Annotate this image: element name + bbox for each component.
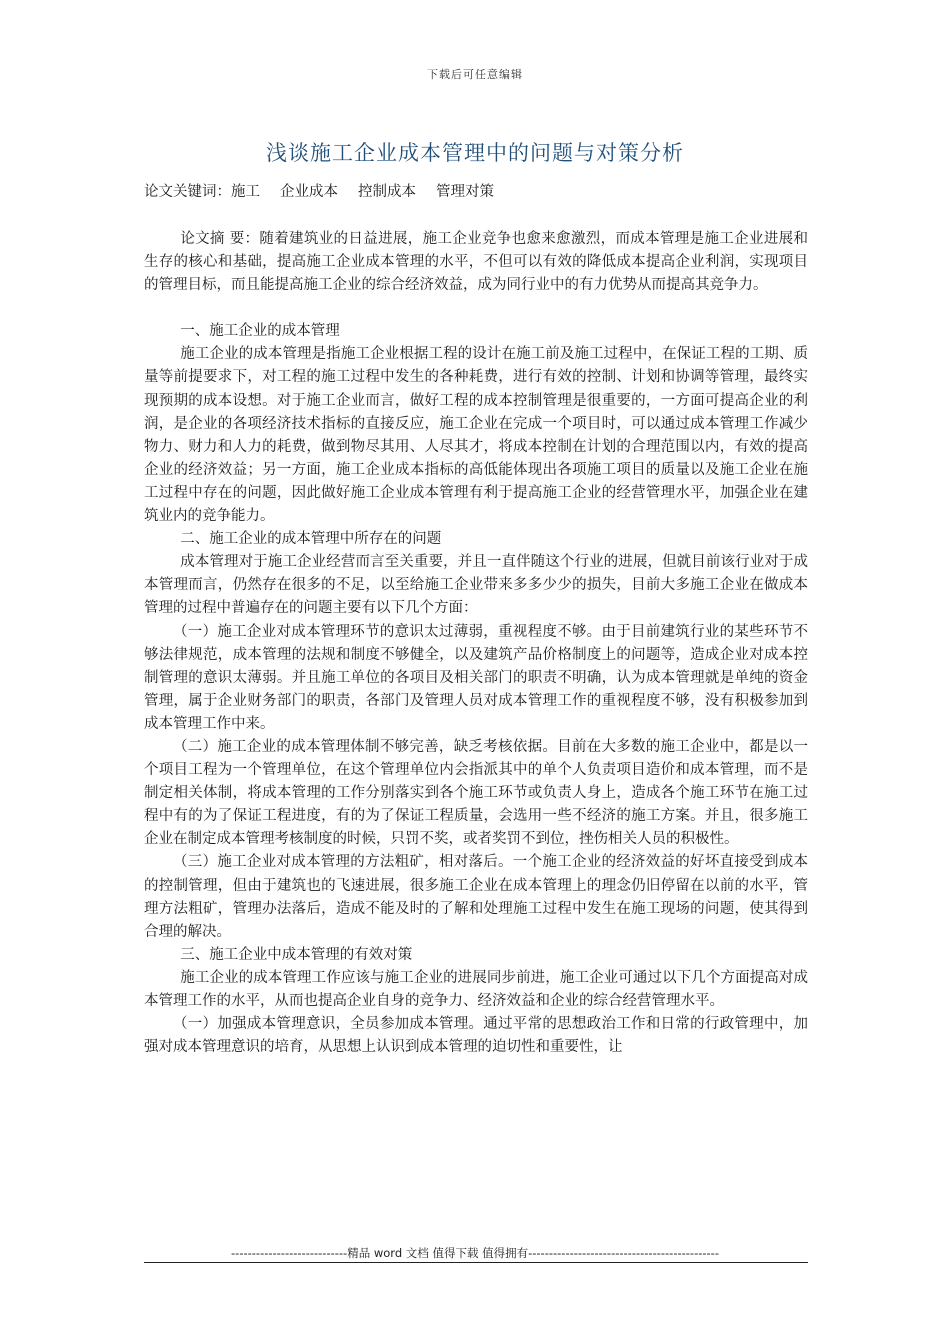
body-paragraph: （三）施工企业对成本管理的方法粗矿，相对落后。一个施工企业的经济效益的好坏直接受到成本的控制管理，但由于建筑也的飞速进展，很多施工企业在成本管理上的理念仍旧停留在以前的水平，管理方法粗矿，管理办法落后，造成不能及时的了解和处理施工过程中发生在施工现场的问题，使其得到合理的解决。 bbox=[144, 854, 808, 940]
body-paragraph: 施工企业的成本管理工作应该与施工企业的进展同步前进，施工企业可通过以下几个方面提高对成本管理工作的水平，从而也提高企业自身的竞争力、经济效益和企业的综合经营管理水平。 bbox=[144, 969, 808, 1009]
keyword: 企业成本 bbox=[280, 184, 338, 200]
footer-text: ----------------------------精品 word 文档 值得下载 值得拥有---------------------------------------------- bbox=[231, 1246, 719, 1260]
section-heading: 二、施工企业的成本管理中所存在的问题 bbox=[180, 531, 442, 548]
section-heading: 三、施工企业中成本管理的有效对策 bbox=[180, 946, 413, 963]
body-paragraph: （一）加强成本管理意识，全员参加成本管理。通过平常的思想政治工作和日常的行政管理中，加强对成本管理意识的培育，从思想上认识到成本管理的迫切性和重要性，让 bbox=[144, 1016, 808, 1056]
document-title: 浅谈施工企业成本管理中的问题与对策分析 bbox=[266, 141, 684, 165]
keyword: 施工 bbox=[231, 184, 260, 200]
abstract-paragraph: 论文摘 要：随着建筑业的日益进展，施工企业竞争也愈来愈激烈，而成本管理是施工企业进展和生存的核心和基础，提高施工企业成本管理的水平，不但可以有效的降低成本提高企业利润，实现项目的管理目标，而且能提高施工企业的综合经济效益，成为同行业中的有力优势从而提高其竞争力。 bbox=[144, 231, 808, 294]
keyword: 管理对策 bbox=[436, 184, 494, 200]
footer-divider bbox=[144, 1262, 808, 1263]
body-paragraph: （二）施工企业的成本管理体制不够完善，缺乏考核依据。目前在大多数的施工企业中，都是以一个项目工程为一个管理单位，在这个管理单位内会指派其中的单个人负责项目造价和成本管理，而不是制定相关体制，将成本管理的工作分别落实到各个施工环节或负责人身上，造成各个施工环节在施工过程中有的为了保证工程进度，有的为了保证工程质量，会选用一些不经济的施工方案。并且，很多施工企业在制定成本管理考核制度的时候，只罚不奖，或者奖罚不到位，挫伤相关人员的积极性。 bbox=[144, 738, 808, 848]
keywords-line bbox=[144, 180, 514, 201]
keyword: 控制成本 bbox=[358, 184, 416, 200]
body-paragraph: 施工企业的成本管理是指施工企业根据工程的设计在施工前及施工过程中，在保证工程的工期、质量等前提要求下，对工程的施工过程中发生的各种耗费，进行有效的控制、计划和协调等管理，最终实现预期的成本设想。对于施工企业而言，做好工程的成本控制管理是很重要的，一方面可提高企业的利润，是企业的各项经济技术指标的直接反应，施工企业在完成一个项目时，可以通过成本管理工作减少物力、财力和人力的耗费，做到物尽其用、人尽其才，将成本控制在计划的合理范围以内，有效的提高企业的经济效益；另一方面，施工企业成本指标的高低能体现出各项施工项目的质量以及施工企业在施工过程中存在的问题，因此做好施工企业成本管理有利于提高施工企业的经营管理水平，加强企业在建筑业内的竞争能力。 bbox=[144, 346, 808, 525]
header-note: 下载后可任意编辑 bbox=[427, 68, 523, 81]
section-heading: 一、施工企业的成本管理 bbox=[180, 323, 340, 340]
body-paragraph: （一）施工企业对成本管理环节的意识太过薄弱，重视程度不够。由于目前建筑行业的某些环节不够法律规范，成本管理的法规和制度不够健全，以及建筑产品价格制度上的问题等，造成企业对成本控制管理的意识太薄弱。并且施工单位的各项目及相关部门的职责不明确，认为成本管理就是单纯的资金管理，属于企业财务部门的职责，各部门及管理人员对成本管理工作的重视程度不够，没有积极参加到成本管理工作中来。 bbox=[144, 623, 808, 732]
keywords-label: 论文关键词： bbox=[144, 184, 231, 200]
body-paragraph: 成本管理对于施工企业经营而言至关重要，并且一直伴随这个行业的进展，但就目前该行业对于成本管理而言，仍然存在很多的不足，以至给施工企业带来多多少少的损失，目前大多施工企业在做成本管理的过程中普遍存在的问题主要有以下几个方面： bbox=[144, 554, 808, 617]
document-body bbox=[144, 228, 808, 1059]
